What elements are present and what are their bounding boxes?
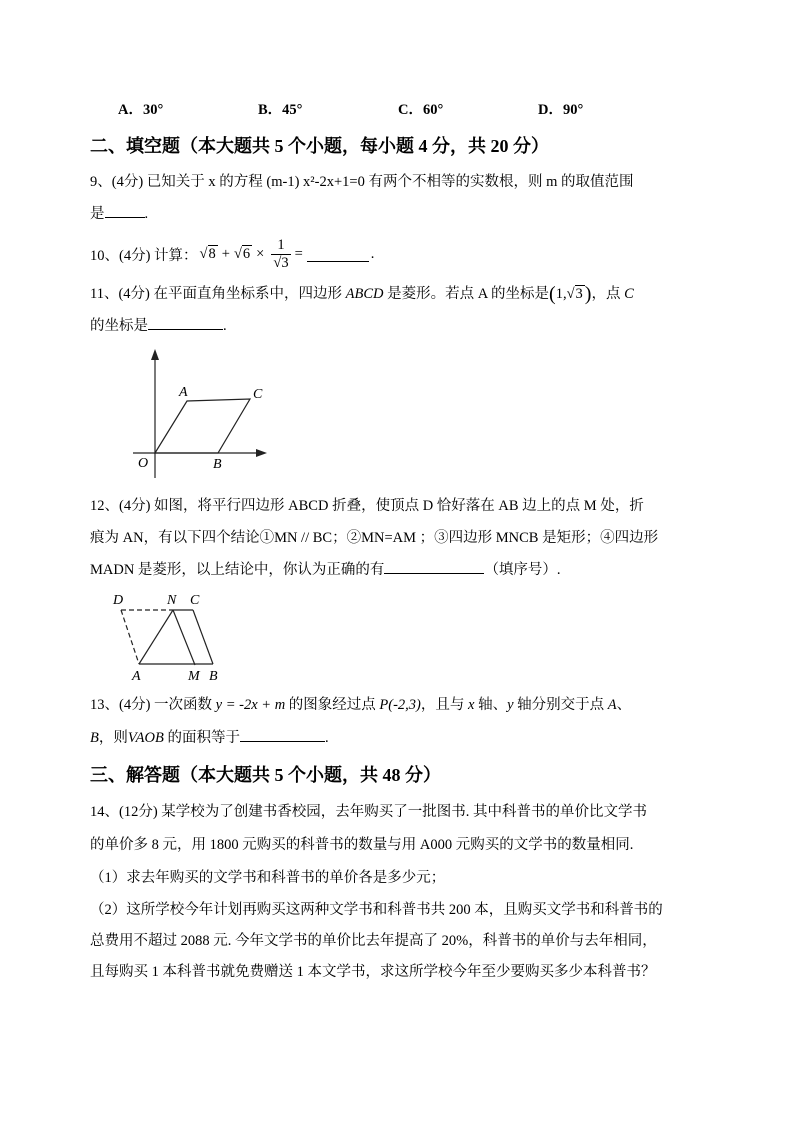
section-heading-answer: 三、解答题（本大题共 5 个小题，共 48 分） [90,765,441,785]
question-13-text-7: ，则 [98,730,128,746]
label-vertex-a: A [179,385,188,400]
label-point-m: M [188,669,200,684]
equals-sign: = [294,245,303,262]
sqrt-3-expression: √3 [566,286,583,302]
question-12-suffix: （填序号）. [484,562,561,578]
question-11-period: . [223,318,227,334]
answer-blank-q10 [307,246,369,262]
question-14-part-2-line-3: 且每购买 1 本科普书就免费赠送 1 本文学书，求这所学校今年至少要购买多少本科普书？ [90,964,656,980]
question-14-part-1: （1）求去年购买的文学书和科普书的单价各是多少元； [90,870,446,886]
answer-blank-q9 [105,202,145,218]
choice-option-d: D．90° [538,102,584,118]
x-axis-arrow-icon [256,449,267,457]
question-12-line-2: 痕为 AN，有以下四个结论①MN // BC；②MN=AM ；③四边形 MNCB 是矩形；④四边形 [90,530,659,546]
question-9-period: . [144,206,149,222]
answer-blank-q11 [148,314,223,330]
question-13-text-5: 轴分别交于点 [513,697,608,713]
question-14-part-2-line-2: 总费用不超过 2088 元. 今年文学书的单价比去年提高了 20%，科普书的单价与去年相同， [90,933,657,949]
question-11-line-1 [90,278,714,310]
question-11-line-2 [90,310,714,342]
question-11-text-2: 是菱形。若点 A 的坐标是 [383,286,550,302]
label-vertex-d: D [113,593,124,608]
var-c: C [624,286,634,302]
question-9-line-1: 9、(4分) 已知关于 x 的方程 (m-1) x²-2x+1=0 有两个不相等的实数根，则 m 的取值范围 [90,174,634,190]
label-vertex-b: B [213,457,222,472]
question-13-line-1 [90,689,714,722]
coordinate-figure-svg [120,348,295,488]
choice-options-row [90,94,714,126]
question-13-text-8: 的面积等于 [163,730,240,746]
coordinate-value: 1, [555,286,567,302]
section-heading-fill-in: 二、填空题（本大题共 5 个小题，每小题 4 分，共 20 分） [90,136,549,156]
label-vertex-b2: B [209,669,218,684]
label-origin-o: O [138,456,149,471]
y-axis-arrow-icon [151,349,159,360]
edge-nm [173,610,195,665]
sqrt-8-expression: √8 [199,245,216,262]
question-13-text-0: 13、(4分) 一次函数 [90,697,216,713]
question-12-line-3 [90,554,714,586]
var-y: y [507,697,514,713]
label-vertex-c: C [253,387,263,402]
times-operator: × [256,245,265,262]
folded-parallelogram-svg [105,590,240,687]
edge-cb [193,610,213,664]
coordinate-paren-close: ) [584,283,592,305]
dashed-edge-da [121,610,139,664]
question-10-period: . [370,245,375,262]
coordinate-paren-open: ( [549,283,556,305]
question-14-line-1: 14、(12分) 某学校为了创建书香校园，去年购买了一批图书. 其中科普书的单价比文学书 [90,804,648,820]
var-a: A [607,697,617,713]
question-10-line [90,230,714,278]
question-10-prefix: 10、(4分) 计算： [90,247,198,264]
question-14-line-2: 的单价多 8 元，用 1800 元购买的科普书的数量与用 A000 元购买的文学书的数量相同. [90,837,634,853]
label-vertex-n: N [167,593,177,608]
fraction-1-over-sqrt3: $\frac{1}{√3}$ [273,236,289,271]
choice-option-b: B．45° [258,102,303,118]
question-9-line-2-text: 是 [90,206,105,222]
question-13-line-2 [90,722,714,754]
choice-option-c: C．60° [398,102,444,118]
question-13-text-3: ，且与 [420,697,469,713]
label-vertex-a2: A [132,669,141,684]
question-11-text-1: 11、(4分) 在平面直角坐标系中，四边形 [90,286,346,302]
label-vertex-c2: C [190,593,200,608]
figure-coordinate-rhombus [120,348,714,488]
question-11-text-3: ，点 [591,286,625,302]
question-9-line-2 [90,198,714,230]
answer-blank-q13 [240,726,325,742]
var-x: x [468,697,475,713]
point-p: P(-2,3) [379,697,421,713]
question-12-line-3-text: MADN 是菱形，以上结论中，你认为正确的有 [90,562,385,578]
question-14-part-2-line-1: （2）这所学校今年计划再购买这两种文学书和科普书共 200 本，且购买文学书和科普书的 [90,902,663,918]
question-13-text-2: 的图象经过点 [285,697,380,713]
parallelogram-oacb [155,399,250,453]
fold-crease-an [139,610,173,664]
question-12-line-1: 12、(4分) 如图，将平行四边形 ABCD 折叠，使顶点 D 恰好落在 AB 边上的点 M 处，折 [90,498,644,514]
formula-linear-function: y = -2x + m [215,697,286,713]
plus-operator: + [221,245,230,262]
triangle-aob: VAOB [127,730,164,746]
question-13-period: . [324,730,329,746]
answer-blank-q12 [384,558,484,574]
sqrt-6-expression: √6 [233,245,251,262]
var-abcd: ABCD [345,286,384,302]
question-13-text-4: 轴、 [474,697,508,713]
figure-folded-parallelogram [105,590,714,687]
var-b: B [90,730,99,746]
question-11-line-2-text: 的坐标是 [90,318,148,334]
choice-option-a: A．30° [118,102,164,118]
question-13-text-6: 、 [616,697,632,713]
